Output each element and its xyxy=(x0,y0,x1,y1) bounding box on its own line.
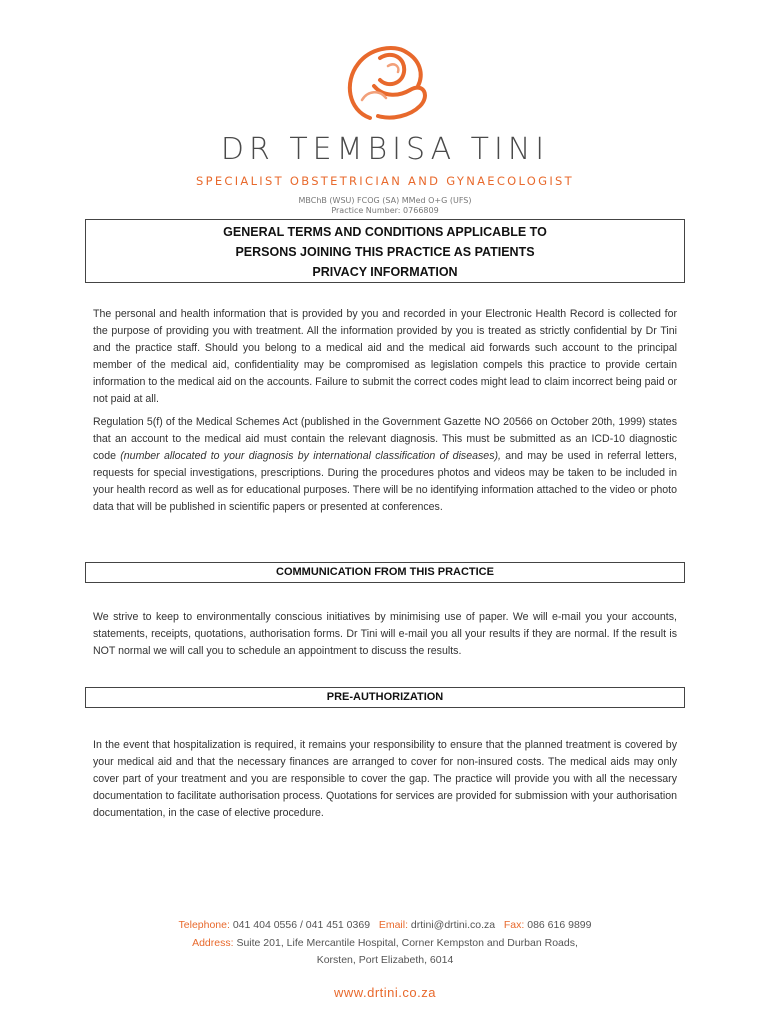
address-label: Address: xyxy=(192,937,234,949)
website-link[interactable]: www.drtini.co.za xyxy=(334,985,436,1000)
icd10-definition: (number allocated to your diagnosis by international classification of diseases), xyxy=(120,450,501,462)
preauth-heading: PRE-AUTHORIZATION xyxy=(85,687,685,708)
fax-value: 086 616 9899 xyxy=(527,919,592,931)
title-line-3: PRIVACY INFORMATION xyxy=(312,265,458,279)
privacy-paragraph-1: The personal and health information that is provided by you and recorded in your Electronic Health Record is collected for the purpose of providing you with treatment. All the information provided by you is treated as strictly confidential by Dr Tini and the practice staff. Should you belong to a medical aid and the medical aid forwards such account to the principal member of the medical aid, confidentiality may be compromised as legislation compels this practice to provide certain information to the medical aid on the accounts. Failure to submit the correct codes might lead to claim incorrect being paid or not paid at all. xyxy=(93,308,677,405)
footer-address-line xyxy=(0,937,770,949)
email-value[interactable]: drtini@drtini.co.za xyxy=(410,919,496,931)
address-line-1: Suite 201, Life Mercantile Hospital, Corner Kempston and Durban Roads, xyxy=(236,937,578,949)
privacy-paragraph-2-end: and may be used in referral letters, requests for special investigations, prescriptions. During the procedures photos and videos may be taken to be included in your health record as well as for educational purposes. There will be no identifying information attached to the video or photo data that will be published in scientific papers or presented at conferences. xyxy=(93,450,678,513)
brand-qualifications: MBChB (WSU) FCOG (SA) MMed O+G (UFS) xyxy=(298,196,472,205)
brand-name: DR TEMBISA TINI xyxy=(220,132,550,167)
telephone-label: Telephone: xyxy=(178,919,230,931)
brand-title: SPECIALIST OBSTETRICIAN AND GYNAECOLOGIST xyxy=(196,174,574,188)
practice-number: Practice Number: 0766809 xyxy=(331,206,439,215)
mother-child-logo-icon xyxy=(340,40,435,125)
address-line-2: Korsten, Port Elizabeth, 6014 xyxy=(316,954,454,966)
title-line-2: PERSONS JOINING THIS PRACTICE AS PATIENTS xyxy=(235,245,535,259)
footer-contact-line xyxy=(0,919,770,931)
document-title-box xyxy=(85,219,685,283)
communication-paragraph: We strive to keep to environmentally conscious initiatives by minimising use of paper. We will e-mail you your accounts, statements, receipts, quotations, authorisation forms. Dr Tini will e-mail you all your results if they are normal. If the result is NOT normal we will call you to schedule an appointment to discuss the results. xyxy=(93,611,677,657)
email-label: Email: xyxy=(378,919,408,931)
privacy-paragraph-2-start: Regulation 5(f) of the Medical Schemes Act (published in the Government Gazette NO 20566 on October 20th, 1999) states that an account to the medical aid must contain the relevant diagnosis. This must be submitted as an ICD-10 diagnostic code xyxy=(93,416,677,462)
privacy-paragraph-2 xyxy=(93,414,677,516)
fax-label: Fax: xyxy=(503,919,525,931)
telephone-value: 041 404 0556 / 041 451 0369 xyxy=(232,919,371,931)
communication-heading: COMMUNICATION FROM THIS PRACTICE xyxy=(85,562,685,583)
preauth-paragraph: In the event that hospitalization is required, it remains your responsibility to ensure that the planned treatment is covered by your medical aid and that the necessary finances are arranged to cover for non-insured costs. The medical aids may only cover part of your treatment and you are responsible to cover the gap. The practice will provide you with all the necessary documentation to facilitate authorisation process. Quotations for services are provided for submission with your authorisation documentation, in the case of elective procedure. xyxy=(93,739,677,819)
title-line-1: GENERAL TERMS AND CONDITIONS APPLICABLE TO xyxy=(223,225,547,239)
